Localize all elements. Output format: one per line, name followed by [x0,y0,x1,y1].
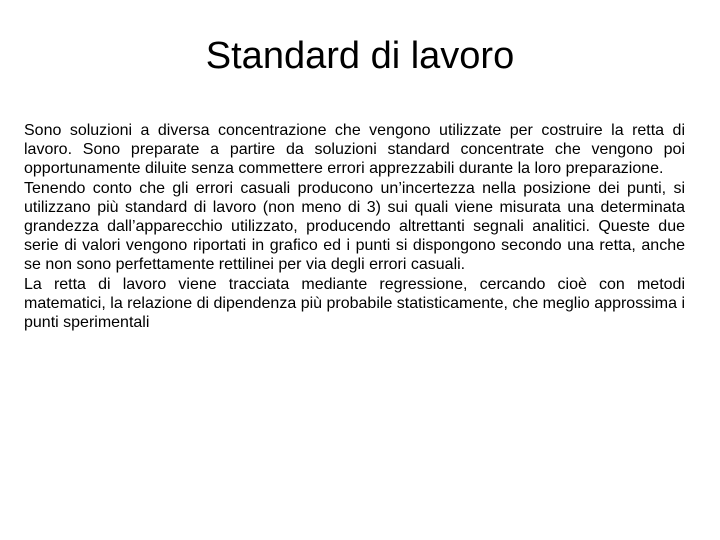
slide-title: Standard di lavoro [205,35,515,77]
body-paragraph: La retta di lavoro viene tracciata mediante regressione, cercando cioè con metodi matematici, la relazione di dipendenza più probabile statisticamente, che meglio approssima i punti sperimentali [24,275,685,332]
slide-body [24,121,685,332]
body-paragraph: Sono soluzioni a diversa concentrazione che vengono utilizzate per costruire la retta di lavoro. Sono preparate a partire da soluzioni standard concentrate che vengono poi opportunamente diluite senza commettere errori apprezzabili durante la loro preparazione. [24,122,685,178]
body-paragraph: Tenendo conto che gli errori casuali producono un’incertezza nella posizione dei punti, si utilizzano più standard di lavoro (non meno di 3) sui quali viene misurata una determinata grandezza dall’apparecchio utilizzato, producendo altrettanti segnali analitici. Queste due serie di valori vengono riportati in grafico ed i punti si dispongono secondo una retta, anche se non sono perfettamente rettilinei per via degli errori casuali. [24,179,685,274]
